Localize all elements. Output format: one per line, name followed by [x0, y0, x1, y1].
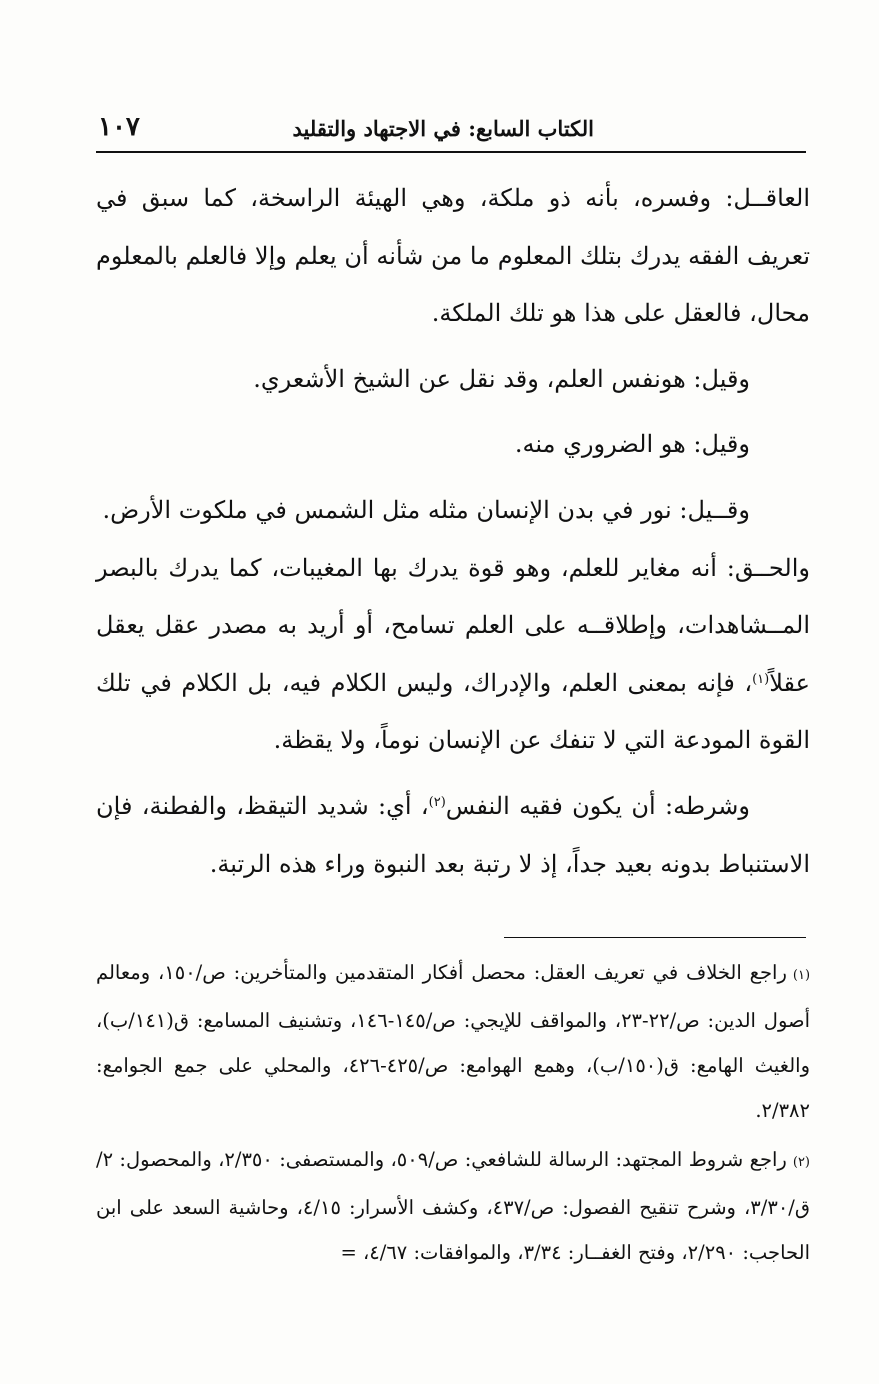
footnote-reference-2[interactable]: (٢) [428, 794, 446, 810]
header-rule [96, 151, 806, 153]
main-text [96, 170, 810, 893]
paragraph-condition [96, 778, 810, 893]
footnote-2 [96, 1137, 810, 1275]
paragraph-the-truth [96, 540, 810, 770]
paragraph-condition-text-a: وشرطه: أن يكون فقيه النفس [445, 791, 750, 820]
page-header [96, 112, 806, 152]
footnotes [96, 950, 810, 1279]
paragraph-the-truth-text-b: ، فإنه بمعنى العلم، والإدراك، وليس الكلام فيه، بل الكلام في تلك القوة المودعة التي لا تنفك عن الإنسان نوماً، ولا يقظة. [96, 668, 810, 755]
footnote-number-2: (٢) [792, 1155, 810, 1170]
paragraph-the-truth-text-a: والحــق: أنه مغاير للعلم، وهو قوة يدرك بها المغيبات، كما يدرك بالبصر المــشاهدات، وإطلاقــه على العلم تسامح، أو أريد به مصدر عقل يعقل عقلاً [96, 553, 810, 697]
paragraph-opinion-3: وقــيل: نور في بدن الإنسان مثله مثل الشمس في ملكوت الأرض. [102, 495, 750, 524]
paragraph-opinion-2: وقيل: هو الضروري منه. [514, 430, 750, 459]
footnote-text-2: راجع شروط المجتهد: الرسالة للشافعي: ص/٥٠٩، والمستصفى: ٢/٣٥٠، والمحصول: ٢/ق/٣/٣٠، وشرح تنقيح الفصول: ص/٤٣٧، وكشف الأسرار: ٤/١٥، وحاشية السعد على ابن الحاجب: ٢/٢٩٠، وفتح الغفــار: ٣/٣٤، والموافقات: ٤/٦٧، = [96, 1148, 810, 1264]
footnote-text-1: راجع الخلاف في تعريف العقل: محصل أفكار المتقدمين والمتأخرين: ص/١٥٠، ومعالم أصول الدين: ص/٢٢-٢٣، والمواقف للإيجي: ص/١٤٥-١٤٦، وتشنيف المسامع: ق(١٤١/ب)، والغيث الهامع: ق(١٥٠/ب)، وهمع الهوامع: ص/٤٢٥-٤٢٦، والمحلي على جمع الجوامع: ٢/٣٨٢. [96, 961, 810, 1122]
footnote-reference-1[interactable]: (١) [752, 671, 770, 687]
footnote-number-1: (١) [792, 968, 811, 983]
paragraph-opinion-1: وقيل: هونفس العلم، وقد نقل عن الشيخ الأشعري. [253, 364, 750, 393]
page-number: ١٠٧ [98, 112, 140, 142]
paragraph-condition-text-b: ، أي: شديد التيقظ، والفطنة، فإن الاستنباط بدونه بعيد جداً، إذ لا رتبة بعد النبوة وراء هذه الرتبة. [96, 791, 810, 878]
footnote-1 [96, 950, 810, 1133]
running-title: الكتاب السابع: في الاجتهاد والتقليد [292, 116, 594, 141]
paragraph-aql-definition: العاقــل: وفسره، بأنه ذو ملكة، وهي الهيئة الراسخة، كما سبق في تعريف الفقه يدرك بتلك المعلوم ما من شأنه أن يعلم وإلا فالعلم بالمعلوم محال، فالعقل على هذا هو تلك الملكة. [96, 184, 810, 328]
footnote-separator [504, 937, 806, 938]
